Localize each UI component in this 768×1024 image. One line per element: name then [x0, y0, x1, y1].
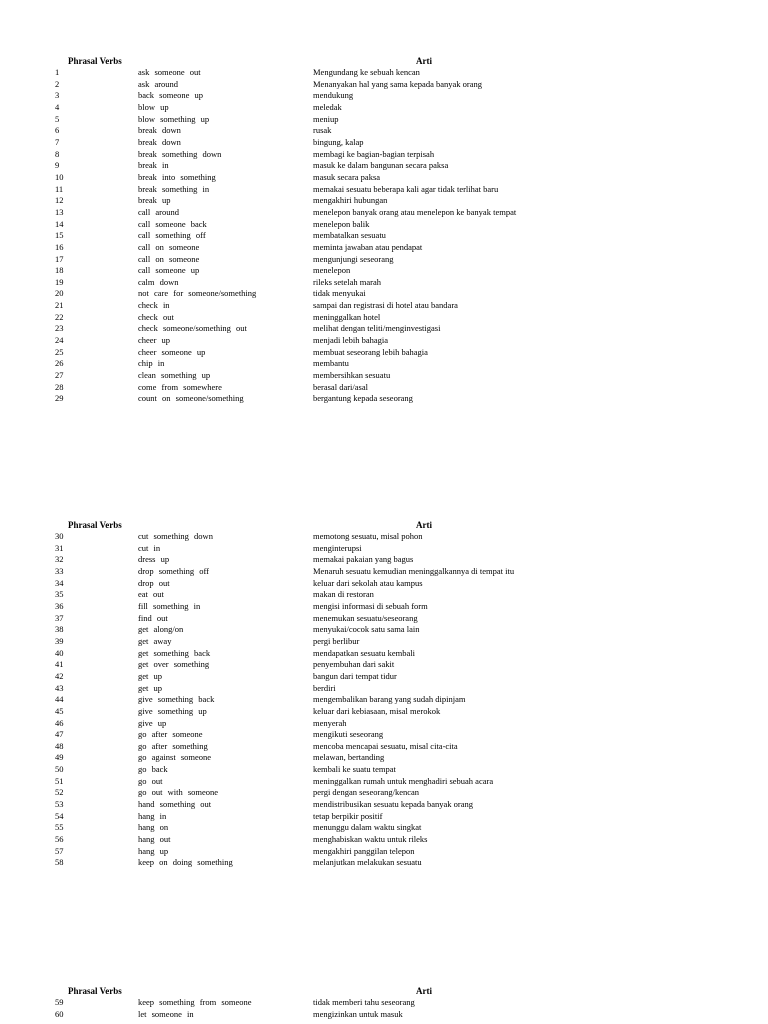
phrasal-verb: go after something — [138, 740, 208, 751]
row-number: 56 — [55, 834, 64, 845]
table-row — [0, 764, 768, 776]
meaning: kembali ke suatu tempat — [313, 764, 396, 775]
header-phrasal-verbs: Phrasal Verbs — [68, 986, 122, 996]
row-number: 33 — [55, 565, 64, 576]
row-number: 36 — [55, 600, 64, 611]
table-row — [0, 277, 768, 289]
meaning: tetap berpikir positif — [313, 810, 383, 821]
meaning: Menaruh sesuatu kemudian meninggalkannya di tempat itu — [313, 565, 515, 576]
row-number: 25 — [55, 346, 64, 357]
meaning: melanjutkan melakukan sesuatu — [313, 857, 422, 868]
table-row — [0, 659, 768, 671]
table-row — [0, 195, 768, 207]
row-number: 19 — [55, 276, 64, 287]
table-row — [0, 184, 768, 196]
phrasal-verb: chip in — [138, 358, 165, 369]
phrasal-verb: go against someone — [138, 752, 212, 763]
table-row — [0, 300, 768, 312]
table-row — [0, 741, 768, 753]
phrasal-verb: get up — [138, 682, 163, 693]
phrasal-verb: call on someone — [138, 241, 200, 252]
phrasal-verb: get along/on — [138, 624, 184, 635]
phrasal-verb: call around — [138, 206, 179, 217]
phrasal-verb: keep something from someone — [138, 997, 252, 1007]
meaning: mengakhiri panggilan telepon — [313, 845, 415, 856]
meaning: keluar dari kebiasaan, misal merokok — [313, 705, 441, 716]
phrasal-verb: ask someone out — [138, 67, 201, 77]
row-number: 11 — [55, 183, 64, 194]
row-number: 20 — [55, 288, 64, 299]
phrasal-verb: break something in — [138, 183, 210, 194]
phrasal-verb: give something up — [138, 705, 207, 716]
row-number: 24 — [55, 335, 64, 346]
meaning: memotong sesuatu, misal pohon — [313, 531, 423, 541]
meaning: bangun dari tempat tidur — [313, 670, 397, 681]
table-row — [0, 347, 768, 359]
row-number: 27 — [55, 370, 64, 381]
table-row — [0, 335, 768, 347]
table-row — [0, 230, 768, 242]
table-row — [0, 578, 768, 590]
table-row — [0, 382, 768, 394]
table-row — [0, 671, 768, 683]
table-row — [0, 393, 768, 405]
meaning: bingung, kalap — [313, 136, 364, 147]
table-row — [0, 67, 768, 79]
row-number: 41 — [55, 659, 64, 670]
row-number: 5 — [55, 113, 60, 124]
phrasal-verb: clean something up — [138, 370, 211, 381]
row-number: 55 — [55, 822, 64, 833]
row-number: 51 — [55, 775, 64, 786]
table-row — [0, 242, 768, 254]
meaning: mengizinkan untuk masuk — [313, 1008, 403, 1019]
meaning: meninggalkan rumah untuk menghadiri sebuah acara — [313, 775, 494, 786]
phrasal-verb: come from somewhere — [138, 381, 222, 392]
table-row — [0, 729, 768, 741]
table-row — [0, 613, 768, 625]
row-number: 7 — [55, 136, 60, 147]
phrasal-verb: cut in — [138, 542, 161, 553]
row-number: 54 — [55, 810, 64, 821]
meaning: membantu — [313, 358, 349, 369]
header-arti: Arti — [416, 986, 432, 996]
table-row — [0, 822, 768, 834]
phrasal-verb: go out — [138, 775, 163, 786]
phrasal-verb: not care for someone/something — [138, 288, 257, 299]
meaning: meniup — [313, 113, 339, 124]
table-row — [0, 799, 768, 811]
row-number: 44 — [55, 694, 64, 705]
phrasal-verb: check in — [138, 300, 170, 311]
phrasal-verb: cheer up — [138, 335, 171, 346]
table-row — [0, 323, 768, 335]
table-row — [0, 706, 768, 718]
table-row — [0, 601, 768, 613]
table-row — [0, 694, 768, 706]
table-row — [0, 997, 768, 1009]
row-number: 9 — [55, 160, 60, 171]
row-number: 58 — [55, 857, 64, 868]
meaning: mendistribusikan sesuatu kepada banyak orang — [313, 799, 474, 810]
table-row — [0, 1009, 768, 1021]
table-header — [0, 56, 768, 67]
row-number: 14 — [55, 218, 64, 229]
meaning: menunggu dalam waktu singkat — [313, 822, 422, 833]
phrasal-verb: keep on doing something — [138, 857, 233, 868]
table-row — [0, 787, 768, 799]
meaning: masuk secara paksa — [313, 171, 381, 182]
header-arti: Arti — [416, 56, 432, 66]
row-number: 18 — [55, 265, 64, 276]
row-number: 29 — [55, 393, 64, 404]
phrasal-verb: count on someone/something — [138, 393, 244, 404]
phrasal-verb: drop something off — [138, 565, 210, 576]
meaning: membuat seseorang lebih bahagia — [313, 346, 428, 357]
row-number: 46 — [55, 717, 64, 728]
row-number: 52 — [55, 787, 64, 798]
phrasal-verb: check out — [138, 311, 174, 322]
table-row — [0, 358, 768, 370]
phrasal-verb: break down — [138, 136, 181, 147]
header-phrasal-verbs: Phrasal Verbs — [68, 56, 122, 66]
row-number: 21 — [55, 300, 64, 311]
meaning: menelepon balik — [313, 218, 370, 229]
row-number: 4 — [55, 101, 60, 112]
row-number: 13 — [55, 206, 64, 217]
phrasal-verb: get something back — [138, 647, 211, 658]
row-number: 10 — [55, 171, 64, 182]
table-row — [0, 834, 768, 846]
table-row — [0, 90, 768, 102]
table-row — [0, 219, 768, 231]
table-row — [0, 102, 768, 114]
row-number: 30 — [55, 531, 64, 541]
row-number: 43 — [55, 682, 64, 693]
table-row — [0, 648, 768, 660]
row-number: 8 — [55, 148, 60, 159]
meaning: melihat dengan teliti/menginvestigasi — [313, 323, 441, 334]
phrasal-verb: get up — [138, 670, 163, 681]
row-number: 57 — [55, 845, 64, 856]
table-row — [0, 137, 768, 149]
row-number: 42 — [55, 670, 64, 681]
phrasal-verb: call someone up — [138, 265, 200, 276]
meaning: makan di restoran — [313, 589, 374, 600]
row-number: 60 — [55, 1008, 64, 1019]
row-number: 3 — [55, 90, 60, 101]
meaning: melawan, bertanding — [313, 752, 385, 763]
row-number: 32 — [55, 554, 64, 565]
meaning: menghabiskan waktu untuk rileks — [313, 834, 428, 845]
phrasal-verb: get away — [138, 635, 172, 646]
phrasal-verb: hang up — [138, 845, 169, 856]
table-row — [0, 624, 768, 636]
table-body — [0, 997, 768, 1020]
meaning: Menanyakan hal yang sama kepada banyak orang — [313, 78, 482, 89]
phrasal-verb: let someone in — [138, 1008, 194, 1019]
meaning: mengikuti seseorang — [313, 729, 384, 740]
meaning: berdiri — [313, 682, 336, 693]
table-row — [0, 312, 768, 324]
meaning: penyembuhan dari sakit — [313, 659, 395, 670]
row-number: 38 — [55, 624, 64, 635]
phrasal-verb: go after someone — [138, 729, 203, 740]
table-row — [0, 846, 768, 858]
meaning: tidak menyukai — [313, 288, 366, 299]
meaning: masuk ke dalam bangunan secara paksa — [313, 160, 449, 171]
table-row — [0, 149, 768, 161]
phrasal-verb: call someone back — [138, 218, 207, 229]
table-row — [0, 370, 768, 382]
row-number: 50 — [55, 764, 64, 775]
phrasal-verb: back someone up — [138, 90, 204, 101]
header-arti: Arti — [416, 520, 432, 530]
meaning: mengunjungi seseorang — [313, 253, 394, 264]
header-phrasal-verbs: Phrasal Verbs — [68, 520, 122, 530]
table-row — [0, 566, 768, 578]
phrasal-verb: go back — [138, 764, 168, 775]
phrasal-verb: give something back — [138, 694, 215, 705]
table-row — [0, 172, 768, 184]
row-number: 16 — [55, 241, 64, 252]
row-number: 34 — [55, 577, 64, 588]
table-row — [0, 683, 768, 695]
phrasal-verb: find out — [138, 612, 168, 623]
row-number: 15 — [55, 230, 64, 241]
meaning: mendukung — [313, 90, 354, 101]
table-row — [0, 265, 768, 277]
row-number: 31 — [55, 542, 64, 553]
table-row — [0, 543, 768, 555]
phrasal-verb: dress up — [138, 554, 170, 565]
phrasal-verb: break up — [138, 195, 171, 206]
table-row — [0, 752, 768, 764]
phrasal-verb: call something off — [138, 230, 206, 241]
table-row — [0, 114, 768, 126]
table-row — [0, 207, 768, 219]
table-header — [0, 986, 768, 997]
meaning: menelepon banyak orang atau menelepon ke banyak tempat — [313, 206, 517, 217]
phrasal-verb: hang on — [138, 822, 169, 833]
phrasal-verb: call on someone — [138, 253, 200, 264]
row-number: 48 — [55, 740, 64, 751]
row-number: 6 — [55, 125, 60, 136]
row-number: 17 — [55, 253, 64, 264]
meaning: meninggalkan hotel — [313, 311, 381, 322]
row-number: 47 — [55, 729, 64, 740]
table-row — [0, 125, 768, 137]
phrasal-verb: ask around — [138, 78, 179, 89]
phrasal-verb: drop out — [138, 577, 170, 588]
row-number: 49 — [55, 752, 64, 763]
meaning: membatalkan sesuatu — [313, 230, 386, 241]
meaning: mendapatkan sesuatu kembali — [313, 647, 415, 658]
meaning: pergi berlibur — [313, 635, 360, 646]
phrasal-verb: cut something down — [138, 531, 213, 541]
phrasal-verb: go out with someone — [138, 787, 219, 798]
phrasal-verb: hang in — [138, 810, 167, 821]
table-body — [0, 531, 768, 869]
phrasal-verb: fill something in — [138, 600, 201, 611]
table-row — [0, 554, 768, 566]
meaning: menjadi lebih bahagia — [313, 335, 389, 346]
row-number: 2 — [55, 78, 60, 89]
meaning: meminta jawaban atau pendapat — [313, 241, 423, 252]
row-number: 22 — [55, 311, 64, 322]
row-number: 26 — [55, 358, 64, 369]
meaning: tidak memberi tahu seseorang — [313, 997, 415, 1007]
table-row — [0, 811, 768, 823]
row-number: 37 — [55, 612, 64, 623]
phrasal-verb: calm down — [138, 276, 179, 287]
phrasal-verb: check someone/something out — [138, 323, 247, 334]
row-number: 12 — [55, 195, 64, 206]
meaning: meledak — [313, 101, 342, 112]
meaning: membersihkan sesuatu — [313, 370, 391, 381]
meaning: menyukai/cocok satu sama lain — [313, 624, 420, 635]
meaning: membagi ke bagian-bagian terpisah — [313, 148, 435, 159]
meaning: pergi dengan seseorang/kencan — [313, 787, 420, 798]
meaning: mengisi informasi di sebuah form — [313, 600, 428, 611]
meaning: menyerah — [313, 717, 347, 728]
phrasal-verb: hang out — [138, 834, 171, 845]
table-row — [0, 531, 768, 543]
table-body — [0, 67, 768, 405]
row-number: 45 — [55, 705, 64, 716]
meaning: memakai pakaian yang bagus — [313, 554, 414, 565]
table-row — [0, 636, 768, 648]
table-row — [0, 79, 768, 91]
row-number: 59 — [55, 997, 64, 1007]
table-header — [0, 520, 768, 531]
row-number: 1 — [55, 67, 60, 77]
phrasal-verb: blow something up — [138, 113, 210, 124]
meaning: rileks setelah marah — [313, 276, 381, 287]
meaning: berasal dari/asal — [313, 381, 368, 392]
meaning: sampai dan registrasi di hotel atau bandara — [313, 300, 458, 311]
meaning: Mengundang ke sebuah kencan — [313, 67, 420, 77]
phrasal-verb: hand something out — [138, 799, 212, 810]
meaning: rusak — [313, 125, 332, 136]
table-row — [0, 254, 768, 266]
meaning: bergantung kepada seseorang — [313, 393, 413, 404]
meaning: mengembalikan barang yang sudah dipinjam — [313, 694, 466, 705]
row-number: 39 — [55, 635, 64, 646]
table-row — [0, 776, 768, 788]
row-number: 35 — [55, 589, 64, 600]
meaning: keluar dari sekolah atau kampus — [313, 577, 423, 588]
phrasal-verb: break down — [138, 125, 181, 136]
table-row — [0, 718, 768, 730]
phrasal-verb: break into something — [138, 171, 216, 182]
table-row — [0, 288, 768, 300]
phrasal-verb: eat out — [138, 589, 164, 600]
row-number: 40 — [55, 647, 64, 658]
row-number: 23 — [55, 323, 64, 334]
phrasal-verb: blow up — [138, 101, 169, 112]
meaning: memakai sesuatu beberapa kali agar tidak terlihat baru — [313, 183, 499, 194]
phrasal-verb: break something down — [138, 148, 222, 159]
table-row — [0, 160, 768, 172]
meaning: menginterupsi — [313, 542, 362, 553]
phrasal-verb: cheer someone up — [138, 346, 206, 357]
row-number: 28 — [55, 381, 64, 392]
meaning: menemukan sesuatu/seseorang — [313, 612, 418, 623]
phrasal-verb: break in — [138, 160, 169, 171]
table-row — [0, 589, 768, 601]
meaning: mengakhiri hubungan — [313, 195, 388, 206]
phrasal-verb: get over something — [138, 659, 210, 670]
phrasal-verb: give up — [138, 717, 167, 728]
meaning: mencoba mencapai sesuatu, misal cita-cita — [313, 740, 458, 751]
meaning: menelepon — [313, 265, 351, 276]
row-number: 53 — [55, 799, 64, 810]
table-row — [0, 857, 768, 869]
